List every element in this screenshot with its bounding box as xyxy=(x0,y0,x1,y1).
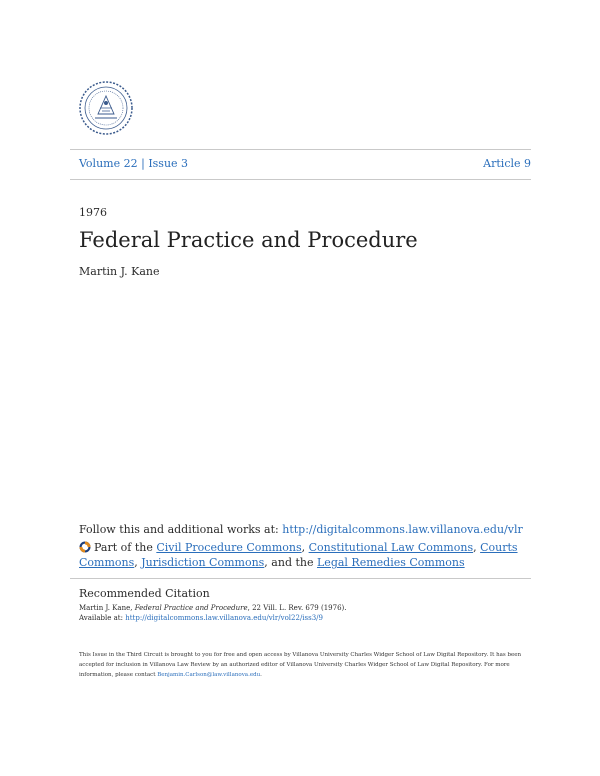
recommended-citation-heading: Recommended Citation xyxy=(79,587,210,600)
courts-commons-link[interactable]: Courts Commons xyxy=(79,541,518,569)
article-link[interactable]: Article 9 xyxy=(483,157,531,170)
comma: , xyxy=(134,556,142,569)
part-of-prefix: Part of the xyxy=(94,541,157,554)
available-url-link[interactable]: http://digitalcommons.law.villanova.edu/vlr/vol22/iss3/9 xyxy=(125,614,323,622)
contact-email-link[interactable]: Benjamin.Carlson@law.villanova.edu xyxy=(157,672,261,678)
citation-author: Martin J. Kane, xyxy=(79,604,135,612)
and-the-text: and the xyxy=(271,556,317,569)
header-top-rule xyxy=(70,149,531,150)
constitutional-law-commons-link[interactable]: Constitutional Law Commons xyxy=(308,541,474,554)
citation-title: Federal Practice and Procedure xyxy=(134,604,248,612)
jurisdiction-commons-link[interactable]: Jurisdiction Commons xyxy=(141,556,265,569)
citation-rest: , 22 Vill. L. Rev. 679 (1976). xyxy=(247,604,347,612)
issue-link[interactable]: Issue 3 xyxy=(148,157,189,170)
university-seal-icon xyxy=(78,80,134,136)
access-notice-end: . xyxy=(260,672,262,678)
civil-procedure-commons-link[interactable]: Civil Procedure Commons xyxy=(156,541,302,554)
comma: , xyxy=(264,556,272,569)
bepress-commons-icon xyxy=(79,541,91,553)
follow-text: Follow this and additional works at: xyxy=(79,523,283,536)
citation-top-rule xyxy=(70,578,531,579)
citation-line xyxy=(79,603,346,613)
volume-issue-line xyxy=(79,157,188,170)
access-notice-text: This Issue in the Third Circuit is brought to you for free and open access by Villanova University Charles Widger School of Law Digital Repository. It has been accepted for inclusion in Villanova Law Review by an authorized editor of Villanova University Charles Widger School of Law Digital Repository. For more information, please contact xyxy=(79,652,522,678)
access-notice xyxy=(79,650,531,680)
author-name: Martin J. Kane xyxy=(79,265,160,278)
follow-line xyxy=(79,523,523,536)
page-title: Federal Practice and Procedure xyxy=(79,228,418,252)
publication-year: 1976 xyxy=(79,206,107,219)
follow-url-link[interactable]: http://digitalcommons.law.villanova.edu/vlr xyxy=(282,523,523,536)
citation-body xyxy=(79,603,346,623)
legal-remedies-commons-link[interactable]: Legal Remedies Commons xyxy=(317,556,465,569)
part-of-line xyxy=(79,540,529,570)
volume-link[interactable]: Volume 22 xyxy=(79,157,138,170)
comma: , xyxy=(301,541,309,554)
header-bottom-rule xyxy=(70,179,531,180)
available-label: Available at: xyxy=(79,614,126,622)
volume-separator: | xyxy=(141,157,145,170)
comma: , xyxy=(473,541,481,554)
available-line xyxy=(79,613,346,623)
